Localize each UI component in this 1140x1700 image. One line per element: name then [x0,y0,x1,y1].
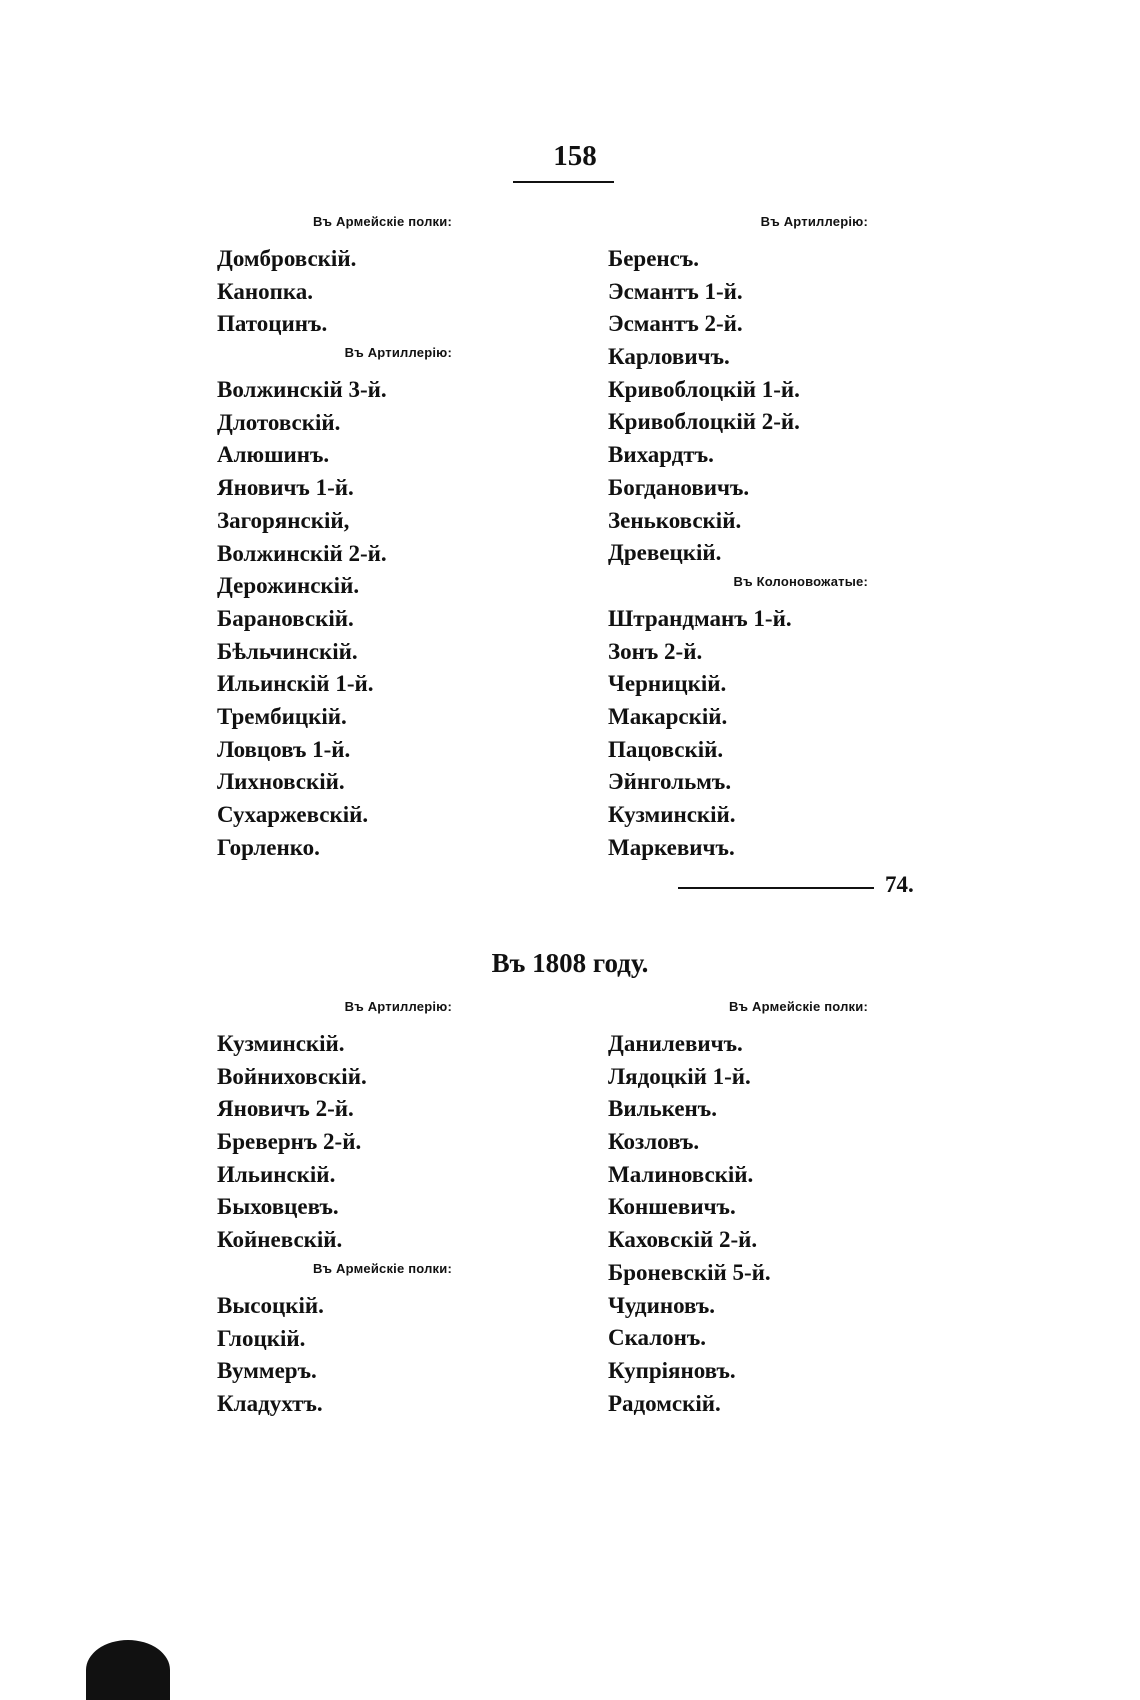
name-entry: Вихардтъ. [608,442,714,468]
name-entry: Дерожинскій. [217,573,360,599]
name-entry: Домбровскій. [217,246,357,271]
name-entry: Купріяновъ. [608,1357,736,1383]
section-heading: Въ Колоновожатые: [733,573,868,589]
name-entry: Глоцкій. [217,1325,306,1351]
name-entry: Эсмантъ 2-й. [608,311,743,337]
total-rule [678,887,874,889]
name-entry: Барановскій. [217,605,354,631]
name-entry: Бревернъ 2-й. [217,1129,362,1155]
name-entry: Кладухтъ. [217,1390,323,1416]
top-right-column [608,210,938,864]
section-heading: Въ Армейскіе полки: [312,1260,452,1276]
name-entry: Древецкій. [608,540,722,566]
name-entry: Кривоблоцкій 2-й. [608,409,800,435]
name-entry: Горленко. [217,834,320,860]
name-entry: Патоцинъ. [217,311,328,337]
top-left-column [217,210,547,864]
name-entry: Малиновскій. [608,1161,754,1187]
name-entry: Вуммеръ. [217,1358,317,1384]
bottom-left-column [217,995,547,1421]
name-entry: Кузминскій. [608,802,736,827]
name-entry: Кузминскій. [217,1031,345,1056]
page-number-rule [513,181,614,183]
ink-blot [86,1640,170,1700]
name-entry: Кривоблоцкій 1-й. [608,376,800,402]
name-entry: Эйнгольмъ. [608,769,732,795]
name-entry: Броневскій 5-й. [608,1259,771,1285]
section-heading: Въ Артиллерію: [760,214,868,229]
year-heading: Въ 1808 году. [491,948,649,978]
total-count: 74. [885,872,914,897]
name-entry: Эсмантъ 1-й. [608,278,743,304]
name-entry: Коншевичъ. [608,1194,736,1220]
name-entry: Ильинскій 1-й. [217,671,374,697]
name-entry: Волжинскій 3-й. [217,377,387,403]
name-entry: Алюшинъ. [217,442,330,468]
name-entry: Радомскій. [608,1390,721,1416]
name-entry: Богдановичъ. [608,474,750,500]
name-entry: Волжинскій 2-й. [217,540,387,566]
name-entry: Каховскій 2-й. [608,1227,758,1253]
name-entry: Ловцовъ 1-й. [217,736,351,762]
section-heading: Въ Армейскіе полки: [728,999,868,1014]
name-entry: Карловичъ. [608,344,730,370]
name-entry: Пацовскій. [608,736,724,762]
section-heading: Въ Артиллерію: [344,345,452,361]
name-entry: Вилькенъ. [608,1096,717,1122]
name-entry: Длотовскій. [217,409,341,435]
name-entry: Ильинскій. [217,1161,336,1187]
name-entry: Штрандманъ 1-й. [608,605,792,631]
name-entry: Макарскій. [608,703,728,729]
name-entry: Высоцкій. [217,1292,324,1318]
name-entry: Данилевичъ. [608,1031,743,1056]
bottom-right-column [608,995,938,1420]
name-entry: Войниховскій. [217,1063,367,1089]
name-entry: Загорянскій, [217,507,350,533]
name-entry: Козловъ. [608,1129,700,1155]
name-entry: Скалонъ. [608,1325,707,1351]
name-entry: Сухаржевскій. [217,802,369,827]
name-entry: Маркевичъ. [608,834,735,860]
page-number: 158 [553,140,597,172]
name-entry: Черницкій. [608,671,727,697]
name-entry: Зонъ 2-й. [608,638,703,664]
name-entry: Трембицкій. [217,703,347,729]
name-entry: Зеньковскій. [608,507,742,533]
name-entry: Лихновскій. [217,769,345,795]
name-entry: Чудиновъ. [608,1292,716,1318]
name-entry: Яновичъ 2-й. [217,1096,354,1122]
section-heading: Въ Армейскіе полки: [312,214,452,229]
name-entry: Лядоцкій 1-й. [608,1063,751,1089]
name-entry: Койневскій. [217,1227,343,1253]
name-entry: Канопка. [217,278,314,304]
name-entry: Яновичъ 1-й. [217,475,354,501]
name-entry: Беренсъ. [608,246,700,271]
name-entry: Быховцевъ. [217,1194,339,1220]
name-entry: Бѣльчинскій. [217,638,358,664]
section-heading: Въ Артиллерію: [344,999,452,1014]
